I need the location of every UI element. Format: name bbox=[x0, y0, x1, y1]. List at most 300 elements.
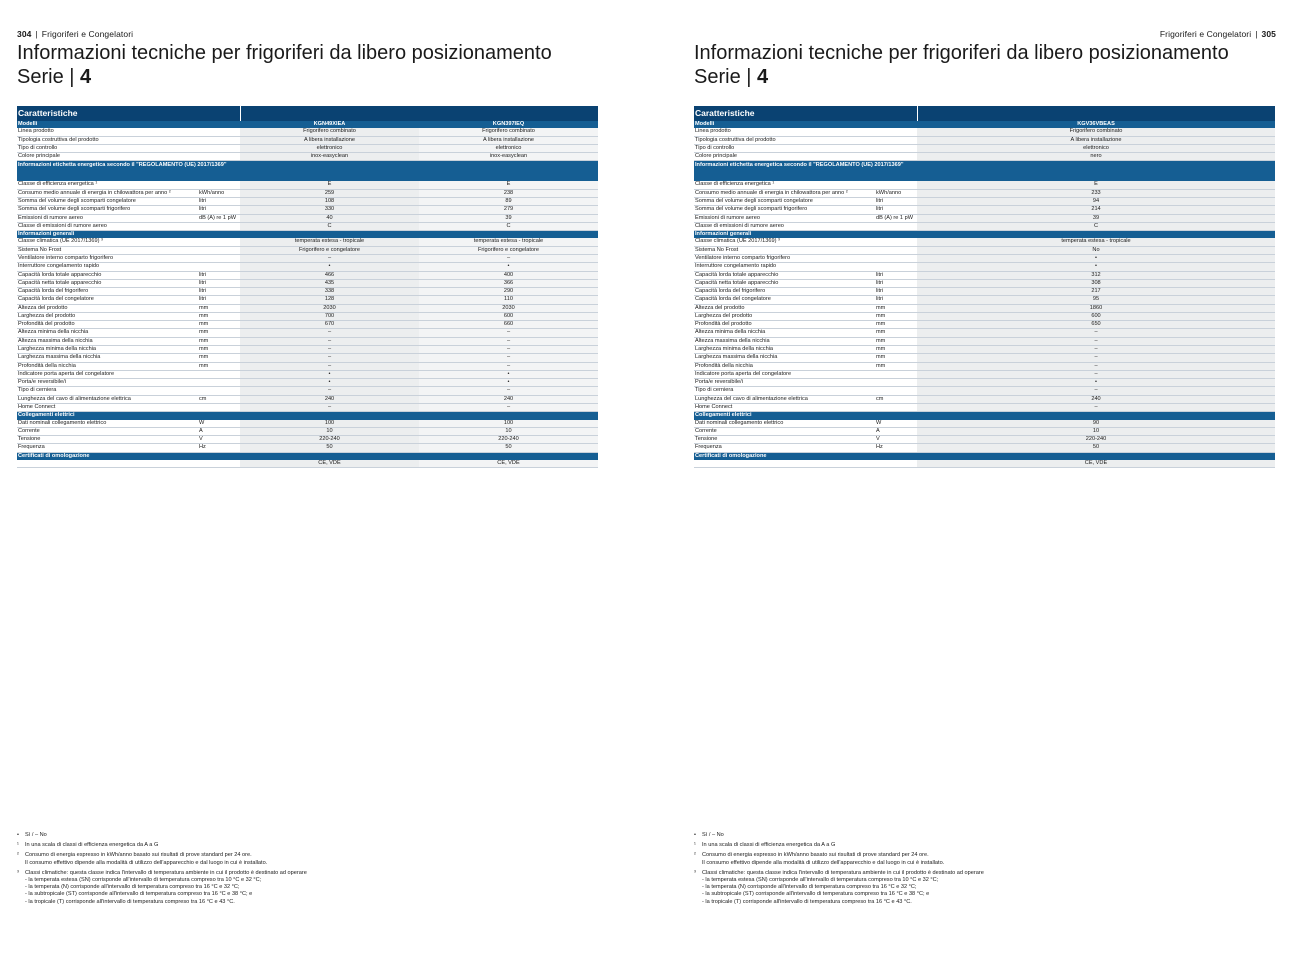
spec-value: 108 bbox=[240, 197, 419, 205]
page-title bbox=[17, 42, 552, 89]
spec-value: – bbox=[917, 404, 1275, 412]
right-page bbox=[646, 0, 1292, 958]
separator: | bbox=[35, 29, 38, 39]
spec-row bbox=[17, 214, 598, 222]
spec-label: Classe climatica (UE 2017/1369) ³ bbox=[17, 238, 198, 246]
spec-value: – bbox=[419, 354, 598, 362]
spec-value: 233 bbox=[917, 189, 1275, 197]
table-header-row bbox=[17, 106, 598, 121]
spec-value: • bbox=[419, 379, 598, 387]
spec-value: elettronico bbox=[917, 144, 1275, 152]
spec-label: Somma del volume degli scomparti congelatore bbox=[17, 197, 198, 205]
section-title: Certificati di omologazione bbox=[694, 452, 917, 460]
spec-row bbox=[17, 404, 598, 412]
footnote-text: Classi climatiche: questa classe indica l'intervallo di temperatura ambiente in cui il prodotto è destinato ad operare - la temperata estesa (SN) corrisponde all'intervallo di temperatura compreso tra 10 °C e 32 °C; - la temperata (N) corrisponde all'intervallo di temperatura compreso tra 16 °C e 32 °C; - la subtropicale (ST) corrisponde all'intervallo di temperatura compreso tra 16 °C e 38 °C; e - la tropicale (T) corrisponde all'intervallo di temperatura compreso tra 16 °C e 43 °C. bbox=[25, 869, 307, 905]
spec-label: Profondità della nicchia bbox=[17, 362, 198, 370]
spec-unit: mm bbox=[875, 304, 917, 312]
models-row bbox=[17, 121, 598, 128]
footnotes bbox=[17, 832, 307, 909]
spec-value: 220-240 bbox=[240, 436, 419, 444]
spec-value: – bbox=[419, 346, 598, 354]
spec-row bbox=[17, 144, 598, 152]
footnote-text: Consumo di energia espresso in kWh/anno basato sui risultati di prove standard per 24 ore. Il consumo effettivo dipende alla modalità di utilizzo dell'apparecchio e dal luogo in cui è installato. bbox=[25, 852, 268, 866]
spec-value: – bbox=[419, 329, 598, 337]
spec-unit bbox=[198, 404, 240, 412]
spec-unit bbox=[198, 153, 240, 161]
spec-label: Sistema No Frost bbox=[694, 246, 875, 254]
footnote-text: In una scala di classi di efficienza energetica da A a G bbox=[702, 842, 836, 849]
spec-row bbox=[17, 329, 598, 337]
spec-label: Altezza minima della nicchia bbox=[694, 329, 875, 337]
spec-unit: litri bbox=[875, 271, 917, 279]
spec-row bbox=[17, 136, 598, 144]
spec-label: Consumo medio annuale di energia in chilowattora per anno ² bbox=[17, 189, 198, 197]
spec-unit: A bbox=[198, 427, 240, 435]
spec-value: 279 bbox=[419, 206, 598, 214]
spec-value: 39 bbox=[917, 214, 1275, 222]
spec-value: • bbox=[240, 379, 419, 387]
spec-row bbox=[694, 329, 1275, 337]
spec-value: – bbox=[240, 404, 419, 412]
spec-value: C bbox=[917, 222, 1275, 230]
spec-value: temperata estesa - tropicale bbox=[419, 238, 598, 246]
spec-label: Interruttore congelamento rapido bbox=[694, 263, 875, 271]
spec-value: C bbox=[240, 222, 419, 230]
spec-row bbox=[17, 362, 598, 370]
spec-row bbox=[17, 420, 598, 428]
spec-label: Indicatore porta aperta del congelatore bbox=[17, 370, 198, 378]
spec-value: – bbox=[419, 404, 598, 412]
spec-value: – bbox=[419, 337, 598, 345]
spec-label: Home Connect bbox=[694, 404, 875, 412]
spec-value: 90 bbox=[917, 420, 1275, 428]
footnote bbox=[694, 870, 984, 906]
spec-unit: litri bbox=[198, 288, 240, 296]
section-title: Informazioni etichetta energetica secondo il "REGOLAMENTO (UE) 2017/1369" bbox=[694, 161, 917, 182]
spec-label: Tipo di cerniera bbox=[17, 387, 198, 395]
spec-value: 10 bbox=[419, 427, 598, 435]
spec-label: Emissioni di rumore aereo bbox=[694, 214, 875, 222]
spec-value: CE, VDE bbox=[240, 460, 419, 468]
spec-label: Altezza minima della nicchia bbox=[17, 329, 198, 337]
spec-value: – bbox=[240, 354, 419, 362]
spec-unit bbox=[875, 128, 917, 136]
page-header bbox=[1160, 29, 1276, 39]
spec-label: Larghezza del prodotto bbox=[17, 312, 198, 320]
table-header-blank bbox=[917, 106, 1275, 121]
spec-value: 240 bbox=[419, 395, 598, 403]
title-line: Informazioni tecniche per frigoriferi da libero posizionamento bbox=[17, 42, 552, 64]
spec-label: Capacità netta totale apparecchio bbox=[17, 279, 198, 287]
spec-row bbox=[694, 153, 1275, 161]
spec-value: 600 bbox=[419, 312, 598, 320]
spec-label: Somma del volume degli scomparti congelatore bbox=[694, 197, 875, 205]
spec-row bbox=[17, 153, 598, 161]
footnote-mark: ³ bbox=[694, 869, 696, 876]
spec-row bbox=[17, 279, 598, 287]
section-title: Informazioni generali bbox=[17, 231, 240, 239]
spec-value: • bbox=[917, 263, 1275, 271]
spec-label: Altezza del prodotto bbox=[694, 304, 875, 312]
spec-row bbox=[17, 263, 598, 271]
spec-value: CE, VDE bbox=[917, 460, 1275, 468]
spec-value: 700 bbox=[240, 312, 419, 320]
footnote-text: Sì / – No bbox=[25, 832, 47, 838]
spec-value: 50 bbox=[240, 444, 419, 452]
spec-unit bbox=[198, 128, 240, 136]
spec-value: 670 bbox=[240, 321, 419, 329]
spec-row bbox=[694, 222, 1275, 230]
spec-row bbox=[17, 354, 598, 362]
spec-value: Frigorifero e congelatore bbox=[419, 246, 598, 254]
page-number: 304 bbox=[17, 29, 32, 39]
spec-unit bbox=[875, 254, 917, 262]
spec-value: 128 bbox=[240, 296, 419, 304]
spec-row bbox=[17, 296, 598, 304]
spec-value: E bbox=[917, 181, 1275, 189]
spec-unit bbox=[875, 370, 917, 378]
footnote bbox=[694, 852, 984, 866]
spec-table bbox=[17, 106, 598, 468]
spec-label: Capacità lorda totale apparecchio bbox=[17, 271, 198, 279]
spec-row bbox=[17, 427, 598, 435]
section-header-row bbox=[694, 452, 1275, 460]
spec-row bbox=[17, 189, 598, 197]
spec-label: Larghezza minima della nicchia bbox=[694, 346, 875, 354]
spec-unit bbox=[875, 460, 917, 468]
spec-value: 94 bbox=[917, 197, 1275, 205]
spec-unit bbox=[875, 181, 917, 189]
spec-value: – bbox=[240, 254, 419, 262]
spec-value: 100 bbox=[240, 420, 419, 428]
models-label: Modelli bbox=[17, 121, 240, 128]
spec-value: 2030 bbox=[240, 304, 419, 312]
spec-row bbox=[694, 144, 1275, 152]
spec-unit bbox=[875, 238, 917, 246]
spec-label: Lunghezza del cavo di alimentazione elettrica bbox=[17, 395, 198, 403]
spec-unit: mm bbox=[198, 346, 240, 354]
spec-value: 330 bbox=[240, 206, 419, 214]
spec-value: 400 bbox=[419, 271, 598, 279]
spec-unit bbox=[875, 144, 917, 152]
section-header-row bbox=[17, 161, 598, 182]
spec-unit: kWh/anno bbox=[198, 189, 240, 197]
spec-row bbox=[694, 206, 1275, 214]
spec-row bbox=[694, 197, 1275, 205]
footnote-mark: ¹ bbox=[17, 842, 19, 849]
section-header-row bbox=[17, 412, 598, 420]
spec-unit: mm bbox=[198, 312, 240, 320]
spec-label: Home Connect bbox=[17, 404, 198, 412]
spec-label: Indicatore porta aperta del congelatore bbox=[694, 370, 875, 378]
spec-row bbox=[694, 312, 1275, 320]
spec-row bbox=[17, 206, 598, 214]
spec-unit: litri bbox=[198, 296, 240, 304]
spec-row bbox=[694, 263, 1275, 271]
spec-label: Tipologia costruttiva del prodotto bbox=[694, 136, 875, 144]
spec-value: Frigorifero combinato bbox=[917, 128, 1275, 136]
spec-value: 240 bbox=[240, 395, 419, 403]
spec-label: Altezza massima della nicchia bbox=[17, 337, 198, 345]
spec-value: inox-easyclean bbox=[419, 153, 598, 161]
spec-row bbox=[694, 362, 1275, 370]
spec-row bbox=[17, 197, 598, 205]
spec-row bbox=[17, 460, 598, 468]
spec-label: Frequenza bbox=[17, 444, 198, 452]
section-blank bbox=[240, 412, 598, 420]
spec-row bbox=[17, 312, 598, 320]
spec-label: Classe di efficienza energetica ¹ bbox=[17, 181, 198, 189]
spec-unit bbox=[198, 263, 240, 271]
spec-value: • bbox=[419, 263, 598, 271]
spec-unit bbox=[198, 181, 240, 189]
spec-value: 110 bbox=[419, 296, 598, 304]
table-header-row bbox=[694, 106, 1275, 121]
spec-row bbox=[694, 460, 1275, 468]
spec-unit: mm bbox=[875, 321, 917, 329]
spec-value: inox-easyclean bbox=[240, 153, 419, 161]
spec-value: 50 bbox=[419, 444, 598, 452]
spec-value: 10 bbox=[917, 427, 1275, 435]
spec-label: Linea prodotto bbox=[17, 128, 198, 136]
spec-value: – bbox=[240, 362, 419, 370]
spec-unit: litri bbox=[875, 206, 917, 214]
table-header-blank bbox=[240, 106, 598, 121]
spec-label: Classe di emissioni di rumore aereo bbox=[694, 222, 875, 230]
section-header-row bbox=[17, 231, 598, 239]
footnote bbox=[17, 832, 307, 839]
spec-table bbox=[694, 106, 1275, 468]
spec-unit: cm bbox=[875, 395, 917, 403]
serie-number: 4 bbox=[757, 65, 769, 88]
spec-unit: mm bbox=[875, 337, 917, 345]
spec-unit: W bbox=[875, 420, 917, 428]
spec-label: Tipo di controllo bbox=[694, 144, 875, 152]
section-header-row bbox=[694, 161, 1275, 182]
spec-unit: mm bbox=[198, 337, 240, 345]
spec-value: C bbox=[419, 222, 598, 230]
footnote bbox=[17, 870, 307, 906]
spec-value: 1860 bbox=[917, 304, 1275, 312]
spec-unit: litri bbox=[198, 271, 240, 279]
spec-unit bbox=[198, 370, 240, 378]
spec-unit: kWh/anno bbox=[875, 189, 917, 197]
page-header bbox=[17, 29, 133, 39]
section-title: Informazioni etichetta energetica secondo il "REGOLAMENTO (UE) 2017/1369" bbox=[17, 161, 240, 182]
spec-label: Sistema No Frost bbox=[17, 246, 198, 254]
spec-value: – bbox=[917, 346, 1275, 354]
spec-label: Tipo di cerniera bbox=[694, 387, 875, 395]
spec-value: – bbox=[419, 362, 598, 370]
spec-row bbox=[17, 181, 598, 189]
section-blank bbox=[240, 161, 598, 182]
section-title: Collegamenti elettrici bbox=[694, 412, 917, 420]
footnote-mark: ² bbox=[17, 852, 19, 859]
spec-value: 220-240 bbox=[917, 436, 1275, 444]
spec-unit: V bbox=[875, 436, 917, 444]
spec-label: Larghezza massima della nicchia bbox=[17, 354, 198, 362]
spec-unit bbox=[198, 460, 240, 468]
spec-label: Larghezza del prodotto bbox=[694, 312, 875, 320]
spec-unit: mm bbox=[875, 312, 917, 320]
spec-row bbox=[694, 279, 1275, 287]
spec-value: – bbox=[917, 354, 1275, 362]
spec-value: 660 bbox=[419, 321, 598, 329]
spec-value: – bbox=[917, 362, 1275, 370]
spec-row bbox=[694, 214, 1275, 222]
section-blank bbox=[917, 231, 1275, 239]
models-label: Modelli bbox=[694, 121, 917, 128]
spec-value: 466 bbox=[240, 271, 419, 279]
spec-row bbox=[17, 246, 598, 254]
spec-value: 40 bbox=[240, 214, 419, 222]
spec-unit bbox=[198, 144, 240, 152]
spec-value: 435 bbox=[240, 279, 419, 287]
spec-label: Profondità del prodotto bbox=[694, 321, 875, 329]
spec-row bbox=[694, 420, 1275, 428]
spec-value: – bbox=[917, 387, 1275, 395]
spec-label: Altezza del prodotto bbox=[17, 304, 198, 312]
spec-row bbox=[694, 246, 1275, 254]
spec-unit: litri bbox=[875, 296, 917, 304]
spec-label: Tensione bbox=[17, 436, 198, 444]
spec-value: 2030 bbox=[419, 304, 598, 312]
page-title bbox=[694, 42, 1229, 89]
spec-row bbox=[17, 337, 598, 345]
spec-value: 238 bbox=[419, 189, 598, 197]
spec-unit bbox=[875, 136, 917, 144]
footnotes bbox=[694, 832, 984, 909]
spec-value: – bbox=[240, 387, 419, 395]
spec-unit: litri bbox=[198, 279, 240, 287]
spec-label: Capacità lorda del congelatore bbox=[694, 296, 875, 304]
spec-value: elettronico bbox=[240, 144, 419, 152]
spec-row bbox=[694, 444, 1275, 452]
spec-value: – bbox=[917, 337, 1275, 345]
spec-label: Profondità della nicchia bbox=[694, 362, 875, 370]
spec-row bbox=[17, 387, 598, 395]
footnote-mark: ¹ bbox=[694, 842, 696, 849]
spec-label: Consumo medio annuale di energia in chilowattora per anno ² bbox=[694, 189, 875, 197]
spec-value: – bbox=[917, 329, 1275, 337]
spec-unit: dB (A) re 1 pW bbox=[875, 214, 917, 222]
spec-row bbox=[694, 337, 1275, 345]
table-header: Caratteristiche bbox=[17, 106, 240, 121]
spec-label: Linea prodotto bbox=[694, 128, 875, 136]
spec-row bbox=[17, 395, 598, 403]
spec-label: Ventilatore interno comparto frigorifero bbox=[694, 254, 875, 262]
spec-value: E bbox=[240, 181, 419, 189]
spec-row bbox=[17, 288, 598, 296]
spec-label: Dati nominali collegamento elettrico bbox=[694, 420, 875, 428]
spec-label: Tipologia costruttiva del prodotto bbox=[17, 136, 198, 144]
spec-label bbox=[694, 460, 875, 468]
spec-unit: Hz bbox=[875, 444, 917, 452]
spec-value: 312 bbox=[917, 271, 1275, 279]
footnote bbox=[694, 842, 984, 849]
spec-row bbox=[17, 128, 598, 136]
spec-value: 338 bbox=[240, 288, 419, 296]
spec-row bbox=[694, 379, 1275, 387]
spec-value: – bbox=[419, 387, 598, 395]
spec-value: No bbox=[917, 246, 1275, 254]
spec-label: Emissioni di rumore aereo bbox=[17, 214, 198, 222]
spec-unit bbox=[198, 238, 240, 246]
separator: | bbox=[1255, 29, 1258, 39]
spec-row bbox=[17, 304, 598, 312]
spec-unit: V bbox=[198, 436, 240, 444]
spec-unit bbox=[198, 222, 240, 230]
spec-row bbox=[694, 288, 1275, 296]
spec-value: – bbox=[240, 337, 419, 345]
spec-row bbox=[694, 354, 1275, 362]
spec-value: 89 bbox=[419, 197, 598, 205]
spec-row bbox=[17, 238, 598, 246]
serie-number: 4 bbox=[80, 65, 92, 88]
model-name: KGN397IEQ bbox=[419, 121, 598, 128]
section-header-row bbox=[694, 412, 1275, 420]
section-title: Certificati di omologazione bbox=[17, 452, 240, 460]
spec-row bbox=[694, 370, 1275, 378]
spec-unit: litri bbox=[198, 206, 240, 214]
spec-unit bbox=[198, 136, 240, 144]
spec-label: Classe di emissioni di rumore aereo bbox=[17, 222, 198, 230]
spec-value: A libera installazione bbox=[419, 136, 598, 144]
spec-row bbox=[694, 181, 1275, 189]
spec-label bbox=[17, 460, 198, 468]
spec-row bbox=[694, 436, 1275, 444]
spec-value: 39 bbox=[419, 214, 598, 222]
spec-value: • bbox=[240, 370, 419, 378]
models-row bbox=[694, 121, 1275, 128]
spec-value: 650 bbox=[917, 321, 1275, 329]
serie-label: Serie bbox=[694, 65, 741, 88]
spec-row bbox=[694, 271, 1275, 279]
spec-row bbox=[17, 222, 598, 230]
spec-label: Profondità del prodotto bbox=[17, 321, 198, 329]
spec-unit bbox=[198, 379, 240, 387]
spec-value: Frigorifero e congelatore bbox=[240, 246, 419, 254]
spec-value: A libera installazione bbox=[240, 136, 419, 144]
spec-label: Corrente bbox=[17, 427, 198, 435]
spec-value: 259 bbox=[240, 189, 419, 197]
spec-value: A libera installazione bbox=[917, 136, 1275, 144]
spec-unit bbox=[198, 254, 240, 262]
spec-unit: Hz bbox=[198, 444, 240, 452]
spec-row bbox=[694, 346, 1275, 354]
spec-unit: litri bbox=[875, 288, 917, 296]
spec-label: Lunghezza del cavo di alimentazione elettrica bbox=[694, 395, 875, 403]
spec-value: 10 bbox=[240, 427, 419, 435]
spec-value: Frigorifero combinato bbox=[419, 128, 598, 136]
spec-row bbox=[694, 238, 1275, 246]
section-header-row bbox=[694, 231, 1275, 239]
footnote-mark: • bbox=[17, 832, 19, 838]
model-name: KGN49XIEA bbox=[240, 121, 419, 128]
spec-row bbox=[17, 271, 598, 279]
spec-unit: mm bbox=[875, 346, 917, 354]
spec-unit: mm bbox=[198, 329, 240, 337]
spec-unit: mm bbox=[198, 321, 240, 329]
spec-label: Classe di efficienza energetica ¹ bbox=[694, 181, 875, 189]
spec-row bbox=[694, 321, 1275, 329]
spec-value: temperata estesa - tropicale bbox=[917, 238, 1275, 246]
section-title: Informazioni generali bbox=[694, 231, 917, 239]
spec-label: Tipo di controllo bbox=[17, 144, 198, 152]
spec-label: Dati nominali collegamento elettrico bbox=[17, 420, 198, 428]
spec-unit: litri bbox=[875, 197, 917, 205]
serie-line: Serie | 4 bbox=[694, 65, 769, 88]
